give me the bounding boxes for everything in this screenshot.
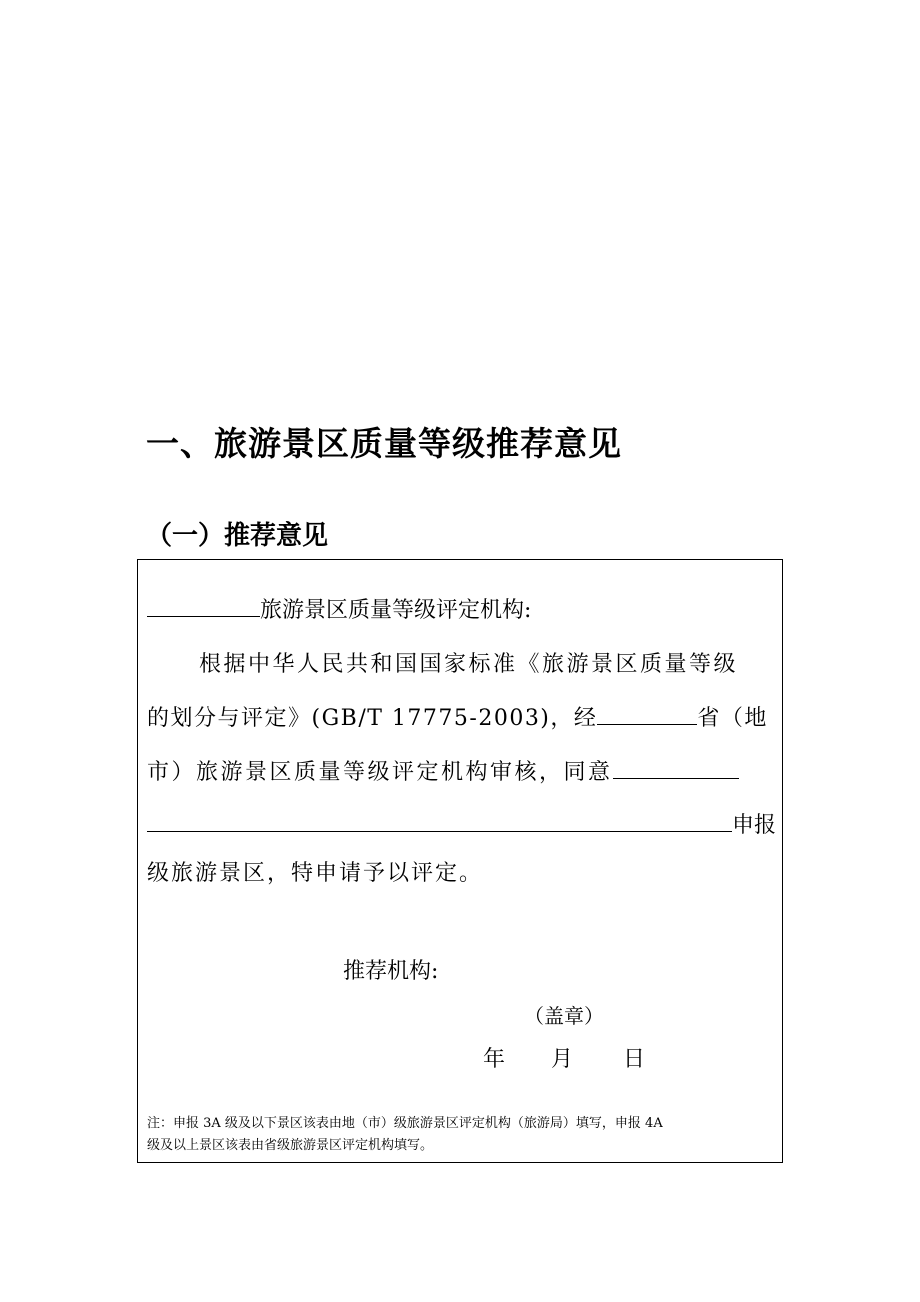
footnote [147, 1113, 775, 1157]
blank-scenic-area-name[interactable] [613, 756, 739, 779]
date-year: 年 [483, 1047, 506, 1072]
section-title: 一、旅游景区质量等级推荐意见 [146, 424, 622, 463]
blank-evaluation-body[interactable] [147, 594, 260, 617]
body-line-1: 根据中华人民共和国国家标准《旅游景区质量等级 [199, 652, 739, 677]
recommender-label: 推荐机构: [343, 959, 439, 984]
footnote-line-2: 级及以上景区该表由省级旅游景区评定机构填写。 [147, 1138, 434, 1153]
body-line-4-end: 申报 [732, 813, 777, 838]
body-line-2 [147, 702, 768, 734]
date-day: 日 [623, 1047, 646, 1072]
subsection-title: （一）推荐意见 [146, 521, 329, 551]
body-line-2-start: 的划分与评定》(GB/T 17775-2003)，经 [147, 706, 598, 731]
footnote-line-1: 注：申报 3A 级及以下景区该表由地（市）级旅游景区评定机构（旅游局）填写，申报 4A [147, 1116, 663, 1131]
date-month: 月 [551, 1047, 574, 1072]
body-line-2-end: 省（地 [697, 706, 768, 731]
body-line-3-start: 市）旅游景区质量等级评定机构审核，同意 [147, 760, 613, 785]
recommendation-form-box [137, 559, 783, 1163]
addressee-line [147, 594, 531, 626]
blank-scenic-area-name-cont[interactable] [147, 809, 732, 832]
body-line-3 [147, 756, 739, 788]
body-line-4 [147, 809, 776, 841]
seal-label: （盖章） [524, 1004, 604, 1028]
addressee-suffix: 旅游景区质量等级评定机构: [260, 598, 532, 623]
body-line-5: 级旅游景区，特申请予以评定。 [147, 861, 484, 886]
blank-province[interactable] [597, 702, 697, 725]
